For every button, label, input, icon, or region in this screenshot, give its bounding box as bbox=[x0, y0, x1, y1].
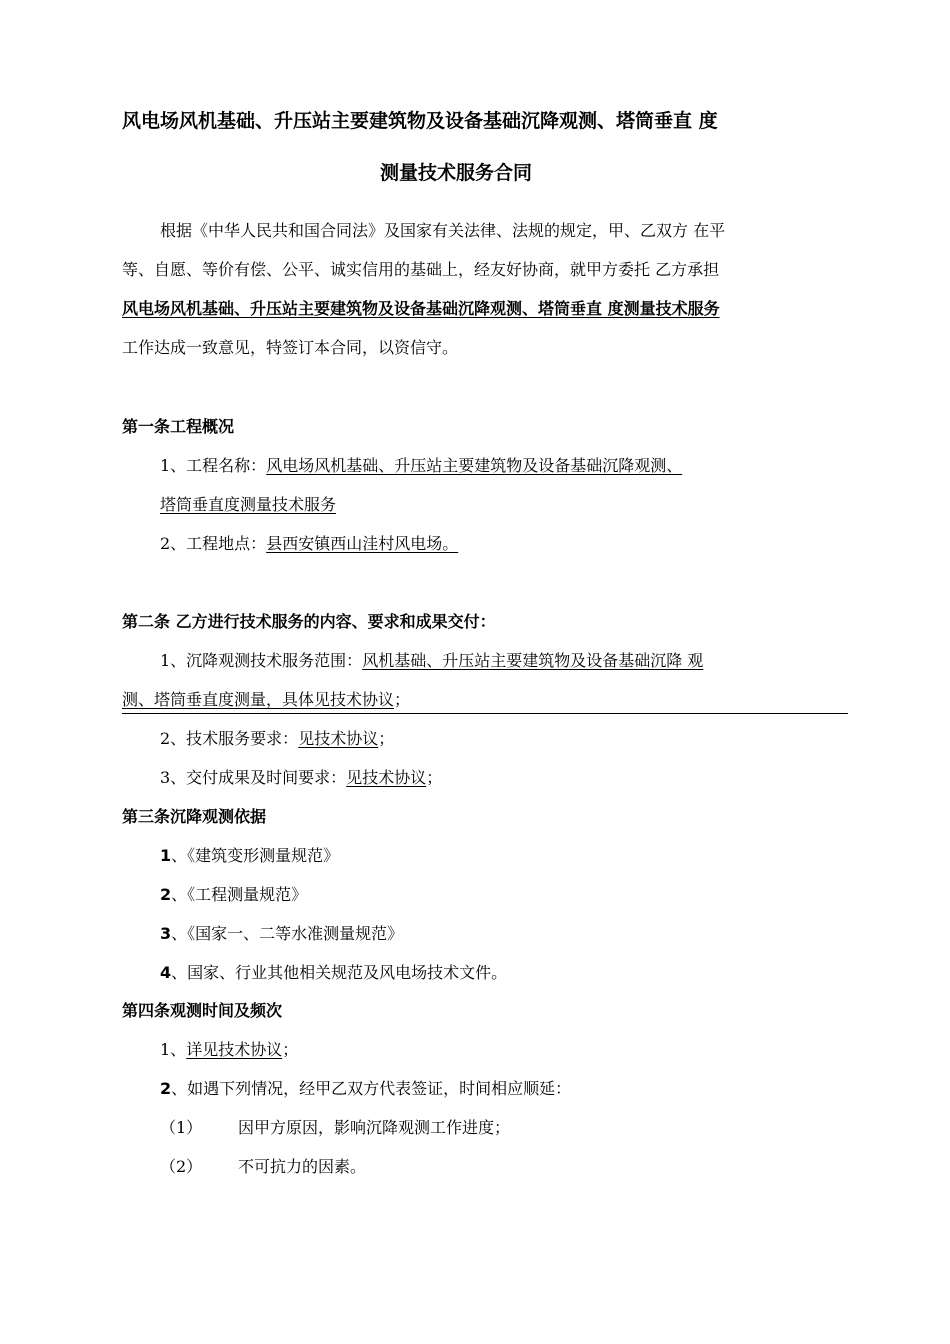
section-3-heading: 第三条沉降观测依据 bbox=[122, 807, 267, 826]
title-line-2: 测量技术服务合同 bbox=[380, 162, 533, 184]
s2-item-1-label: 1、沉降观测技术服务范围： bbox=[160, 651, 363, 670]
divider-rule bbox=[122, 713, 848, 714]
s1-item-2 bbox=[160, 533, 458, 555]
s4-sub-2-text: 不可抗力的因素。 bbox=[238, 1157, 367, 1176]
s3-item-1-num: 1 bbox=[160, 846, 172, 865]
s2-item-1 bbox=[160, 650, 703, 672]
s2-item-2-tail: ； bbox=[378, 729, 395, 748]
intro-line-1: 根据《中华人民共和国合同法》及国家有关法律、法规的规定，甲、乙双方 在平 bbox=[160, 221, 726, 240]
s3-item-2 bbox=[160, 884, 307, 906]
title-line-1: 风电场风机基础、升压站主要建筑物及设备基础沉降观测、塔筒垂直 度 bbox=[122, 110, 718, 132]
section-4-heading: 第四条观测时间及频次 bbox=[122, 1001, 283, 1020]
intro-line-4: 工作达成一致意见，特签订本合同，以资信守。 bbox=[122, 338, 459, 357]
s1-item-1 bbox=[160, 455, 682, 477]
s4-item-1 bbox=[160, 1039, 298, 1061]
s1-item-2-value: 县西安镇西山洼村风电场。 bbox=[266, 534, 459, 553]
s4-item-1-value: 详见技术协议 bbox=[186, 1040, 283, 1059]
s4-sub-1 bbox=[160, 1117, 510, 1139]
s3-item-4-num: 4 bbox=[160, 963, 172, 982]
s1-item-1-cont: 塔筒垂直度测量技术服务 bbox=[160, 495, 337, 514]
s3-item-4-text: 、国家、行业其他相关规范及风电场技术文件。 bbox=[171, 963, 508, 982]
s1-item-1-value: 风电场风机基础、升压站主要建筑物及设备基础沉降观测、 bbox=[266, 456, 683, 475]
s2-item-1-value-cont: 测、塔筒垂直度测量，具体见技术协议 bbox=[122, 690, 395, 709]
s3-item-3-num: 3 bbox=[160, 924, 172, 943]
s2-item-3-tail: ； bbox=[426, 768, 443, 787]
s4-item-1-tail: ； bbox=[282, 1040, 299, 1059]
s2-item-2-value: 见技术协议 bbox=[298, 729, 379, 748]
s4-sub-2 bbox=[160, 1156, 366, 1178]
s2-item-1-cont bbox=[122, 689, 410, 711]
s2-item-3-label: 3、交付成果及时间要求： bbox=[160, 768, 347, 787]
s2-item-1-value: 风机基础、升压站主要建筑物及设备基础沉降 观 bbox=[362, 651, 704, 670]
s3-item-2-num: 2 bbox=[160, 885, 172, 904]
intro-line-3: 风电场风机基础、升压站主要建筑物及设备基础沉降观测、塔筒垂直 度测量技术服务 bbox=[122, 299, 720, 318]
s4-item-1-label: 1、 bbox=[160, 1040, 187, 1059]
s4-item-2-num: 2 bbox=[160, 1079, 172, 1098]
s2-item-3-value: 见技术协议 bbox=[346, 768, 427, 787]
s3-item-4 bbox=[160, 962, 507, 984]
s3-item-2-text: 、《工程测量规范》 bbox=[171, 885, 308, 904]
s2-item-2 bbox=[160, 728, 394, 750]
s4-item-2-text: 、如遇下列情况，经甲乙双方代表签证，时间相应顺延： bbox=[171, 1079, 572, 1098]
s4-sub-2-mark: （2） bbox=[160, 1157, 203, 1176]
intro-line-2: 等、自愿、等价有偿、公平、诚实信用的基础上，经友好协商，就甲方委托 乙方承担 bbox=[122, 260, 720, 279]
s4-item-2 bbox=[160, 1078, 571, 1100]
s3-item-3 bbox=[160, 923, 403, 945]
s2-item-2-label: 2、技术服务要求： bbox=[160, 729, 299, 748]
s3-item-1 bbox=[160, 845, 339, 867]
s2-item-1-tail: ； bbox=[394, 690, 411, 709]
s4-sub-1-text: 因甲方原因，影响沉降观测工作进度； bbox=[238, 1118, 511, 1137]
s1-item-1-label: 1、工程名称： bbox=[160, 456, 267, 475]
s2-item-3 bbox=[160, 767, 442, 789]
s3-item-3-text: 、《国家一、二等水准测量规范》 bbox=[171, 924, 404, 943]
s1-item-2-label: 2、工程地点： bbox=[160, 534, 267, 553]
s3-item-1-text: 、《建筑变形测量规范》 bbox=[171, 846, 340, 865]
section-1-heading: 第一条工程概况 bbox=[122, 417, 235, 436]
s4-sub-1-mark: （1） bbox=[160, 1118, 203, 1137]
section-2-heading: 第二条 乙方进行技术服务的内容、要求和成果交付： bbox=[122, 612, 496, 631]
